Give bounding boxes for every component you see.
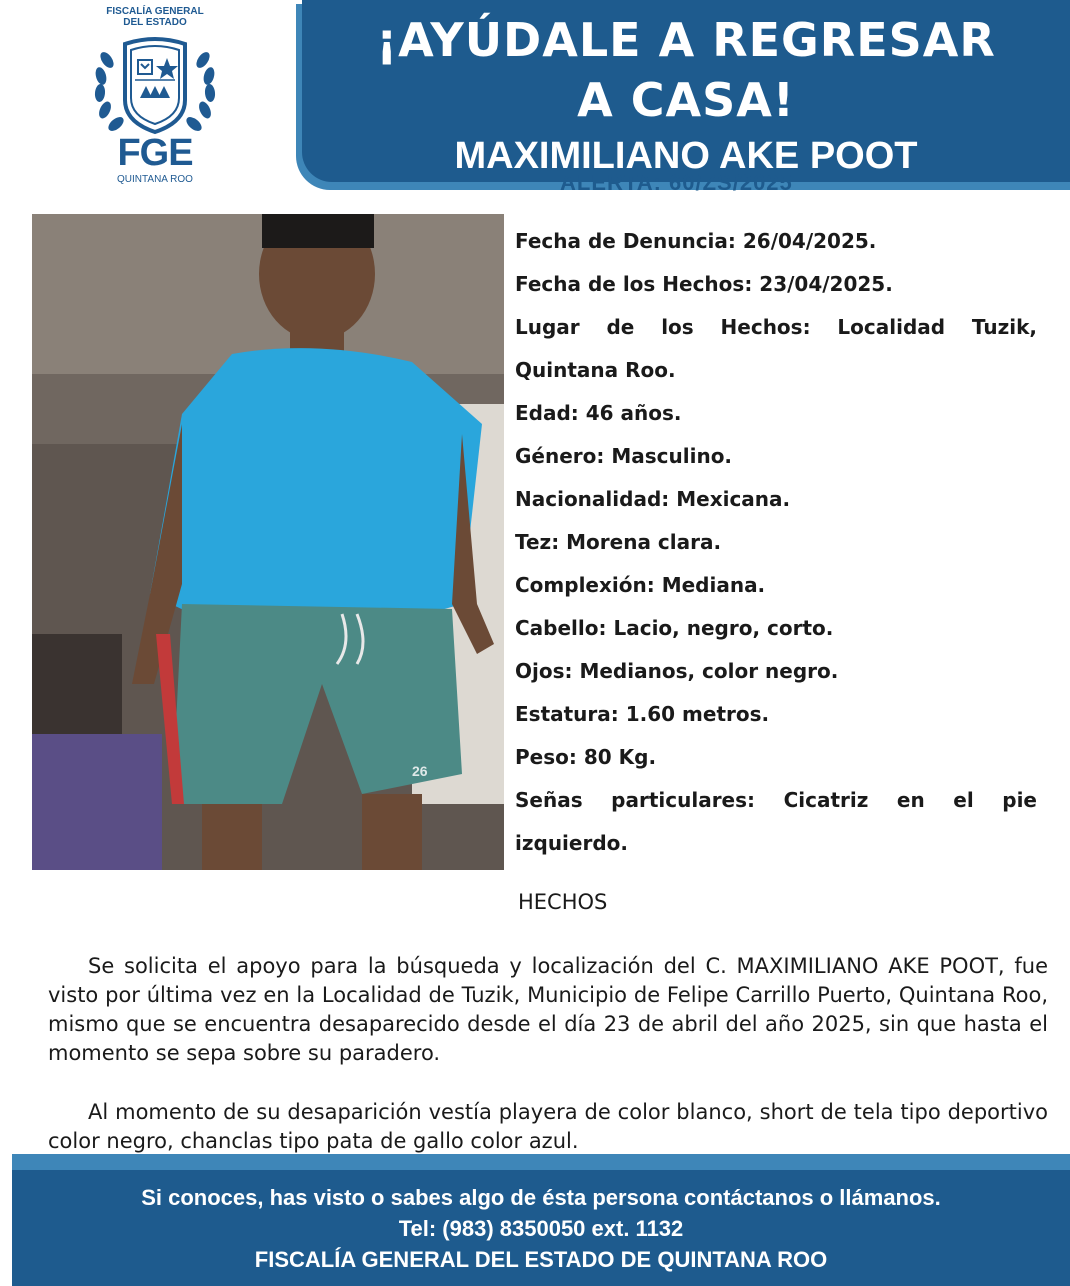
coat-of-arms-icon: [85, 30, 225, 138]
hechos-paragraph-2: Al momento de su desaparición vestía playera de color blanco, short de tela tipo deportivo color negro, chanclas tipo pata de gallo color azul.: [48, 1100, 1048, 1153]
detail-senas-line-1: Señas particulares: Cicatriz en el pie: [515, 788, 1037, 812]
logo-bottom-text: QUINTANA ROO: [117, 174, 193, 185]
detail-fecha-hechos: Fecha de los Hechos: 23/04/2025.: [515, 272, 893, 296]
footer-phone: Tel: (983) 8350050 ext. 1132: [398, 1216, 684, 1241]
hechos-heading: HECHOS: [518, 890, 608, 914]
detail-complexion: Complexión: Mediana.: [515, 573, 766, 597]
logo-acronym: FGE: [117, 132, 193, 174]
logo-top-text-2: DEL ESTADO: [123, 17, 187, 28]
header-banner: [302, 0, 1070, 182]
detail-nacionalidad: Nacionalidad: Mexicana.: [515, 487, 791, 511]
missing-person-name: MAXIMILIANO AKE POOT: [454, 135, 918, 177]
detail-ojos: Ojos: Medianos, color negro.: [515, 659, 839, 683]
missing-person-photo: [32, 214, 504, 870]
banner-title-line-2: A CASA!: [577, 73, 795, 127]
detail-senas-line-2: izquierdo.: [515, 831, 628, 855]
fge-logo: [70, 6, 240, 196]
person-photo-illustration: [32, 214, 504, 870]
detail-genero: Género: Masculino.: [515, 444, 733, 468]
person-details: [515, 220, 1037, 865]
footer-agency: FISCALÍA GENERAL DEL ESTADO DE QUINTANA ROO: [254, 1247, 828, 1272]
banner-title-line-1: ¡AYÚDALE A REGRESAR: [376, 13, 996, 67]
alert-code: ALERTA: 60/ZS/2025: [560, 170, 793, 195]
shorts-number: 26: [412, 763, 428, 779]
detail-lugar-line-2: Quintana Roo.: [515, 358, 676, 382]
detail-lugar-line-1: Lugar de los Hechos: Localidad Tuzik,: [515, 315, 1037, 339]
detail-estatura: Estatura: 1.60 metros.: [515, 702, 770, 726]
detail-fecha-denuncia: Fecha de Denuncia: 26/04/2025.: [515, 229, 877, 253]
detail-peso: Peso: 80 Kg.: [515, 745, 657, 769]
footer-line-1: Si conoces, has visto o sabes algo de ésta persona contáctanos o llámanos.: [141, 1185, 941, 1210]
detail-tez: Tez: Morena clara.: [515, 530, 722, 554]
detail-edad: Edad: 46 años.: [515, 401, 682, 425]
hechos-paragraph-1: Se solicita el apoyo para la búsqueda y localización del C. MAXIMILIANO AKE POOT, fue visto por última vez en la Localidad de Tuzik, Municipio de Felipe Carrillo Puerto, Quintana Roo, mismo que se encuentra desaparecido desde el día 23 de abril del año 2025, sin que hasta el momento se sepa sobre su paradero.: [48, 954, 1048, 1065]
logo-top-text-1: FISCALÍA GENERAL: [106, 6, 204, 17]
detail-cabello: Cabello: Lacio, negro, corto.: [515, 616, 834, 640]
contact-footer: [12, 1170, 1070, 1286]
